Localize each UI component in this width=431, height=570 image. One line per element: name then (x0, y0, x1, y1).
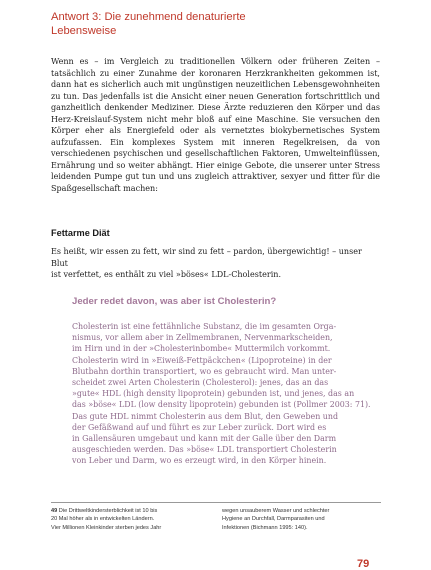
info-box-line: nismus, vor allem aber in Zellmembranen, Nervenmarkscheiden, (72, 333, 333, 343)
footnote-line-1: Die Drittweltkindersterblichkeit ist 10 bis (58, 508, 158, 514)
info-box-line: im Hirn und in der »Cholesterinbombe« Muttermilch vorkommt. (72, 344, 331, 354)
section-paragraph-line-2: ist verfettet, es enthält zu viel »böses« LDL-Cholesterin. (51, 270, 282, 279)
info-box-title: Jeder redet davon, was aber ist Cholesterin? (72, 296, 277, 307)
info-box-line: Blutbahn dorthin transportiert, wo es gebraucht wird. Man unter- (72, 366, 337, 376)
info-box-line: in Gallensäuren umgebaut und kann mit der Galle über den Darm (72, 434, 337, 444)
info-box-line: das »böse« LDL (low density lipoprotein) gebunden ist (Pollmer 2003: 71). (72, 400, 371, 410)
info-box-line: Cholesterin ist eine fettähnliche Substanz, die im gesamten Orga- (72, 322, 337, 331)
footnote-line-3: Vier Millionen Kleinkinder sterben jedes Jahr (51, 524, 162, 531)
section-heading: Fettarme Diät (51, 228, 110, 238)
footnote-cont-line-1: wegen unsauberem Wasser und schlechter (222, 508, 330, 514)
intro-paragraph (51, 56, 380, 194)
page-number: 79 (357, 558, 370, 570)
info-box-line: »gute« HDL (high density lipoprotein) gebunden ist, und jenes, das an (72, 389, 355, 399)
footnote-divider (51, 502, 381, 503)
info-box-line: Das gute HDL nimmt Cholesterin aus dem Blut, den Geweben und (72, 411, 338, 421)
footnote-continuation (222, 507, 380, 532)
section-paragraph-line-1: Es heißt, wir essen zu fett, wir sind zu fett – pardon, übergewichtig! – unser Blut (51, 247, 362, 268)
footnote-cont-line-3: Infektionen (Bichmann 1995: 140). (222, 524, 308, 531)
info-box-line: von Leber und Darm, wo es erzeugt wird, in den Körper hinein. (72, 456, 327, 466)
chapter-heading-line-1: Antwort 3: Die zunehmend denaturierte (51, 11, 246, 23)
footnote-number: 49 (51, 508, 58, 514)
info-box-line: Cholesterin wird in »Eiweiß-Fettpäckchen« (Lipoproteine) in der (72, 355, 332, 365)
footnote-cont-line-2: Hygiene an Durchfall, Darmparasiten und (222, 516, 325, 523)
info-box-line: ausgeschieden werden. Das »böse« LDL transportiert Cholesterin (72, 445, 337, 455)
footnote-49 (51, 507, 209, 532)
chapter-heading (51, 11, 371, 38)
intro-paragraph-text: Wenn es – im Vergleich zu traditionellen Völkern oder früheren Zeiten – tatsächlich zu einer Zunahme der koronaren Herzkrankheiten gekommen ist, dann hat es sicherlich auch mit ungünstigen neuzeitlichen Lebensgewohnheiten zu tun. Das jedenfalls ist die Ansicht einer neuen Generation fortschrittlich und ganzheitlich denkender Mediziner. Diese Ärzte reduzieren den Körper und das Herz-Kreislauf-System nicht mehr bloß auf eine Maschine. Sie versuchen den Körper eher als Energiefeld oder als vernetztes biokybernetisches System aufzufassen. Ein komplexes System mit inneren Regelkreisen, da von verschiedenen psychischen und gesellschaftlichen Faktoren, Umwelteinflüssen, Ernährung und so weiter abhängt. Hier einige Gebote, die unserer unter Stress leidenden Pumpe gut tun und uns zugleich attraktiver, sexyer und fitter für die Spaßgesellschaft machen: (51, 57, 380, 193)
section-paragraph (51, 246, 380, 281)
footnote-line-2: 20 Mal höher als in entwickelten Ländern. (51, 516, 155, 523)
info-box-line: der Gefäßwand auf und führt es zur Leber zurück. Dort wird es (72, 422, 327, 432)
chapter-heading-line-2: Lebensweise (51, 24, 117, 37)
info-box-text (72, 321, 371, 467)
info-box-line: scheidet zwei Arten Cholesterin (Cholesterol): jenes, das an das (72, 378, 329, 388)
